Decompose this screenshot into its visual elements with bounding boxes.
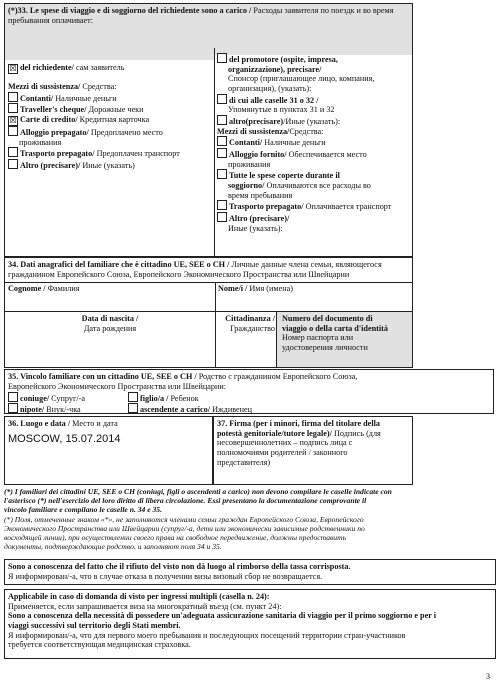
- section-35: [4, 369, 494, 414]
- multiple-entry-notice: [4, 589, 496, 659]
- section-37: [213, 416, 413, 485]
- right-lodging-cont: проживания: [228, 159, 271, 169]
- right-other-checkbox[interactable]: [217, 212, 227, 222]
- left-lodging-option: Alloggio prepagato/ Предоплачено место: [8, 126, 213, 138]
- left-other-checkbox[interactable]: [8, 159, 18, 169]
- right-cash-option: Contanti/ Наличные деньги: [217, 136, 411, 148]
- right-means-heading: Mezzi di sussistenza/Средства:: [217, 126, 324, 136]
- spouse-option: coniuge/ Супруг/-а: [8, 392, 85, 404]
- altro-checkbox[interactable]: [217, 115, 227, 125]
- left-cash-checkbox[interactable]: [8, 92, 18, 102]
- applicant-option: ☒ del richiedente/ сам заявитель: [9, 63, 125, 73]
- citizenship-label-text: Cittadinanza / Гражданство: [225, 314, 275, 333]
- section-36: [4, 416, 213, 485]
- cell31-checkbox[interactable]: [217, 94, 227, 104]
- promoter-option: del promotore (ospite, impresa,: [217, 53, 411, 65]
- promoter-ru-1: Спонсор (приглашающее лицо, компания,: [228, 74, 375, 84]
- left-means-heading: Mezzi di sussistenza/ Средства:: [8, 82, 117, 91]
- right-lodging-checkbox[interactable]: [217, 148, 227, 158]
- section-33-left-grey: [5, 48, 214, 60]
- ascendant-option: ascendente a carico/ Иждивенец: [128, 403, 252, 415]
- spouse-checkbox[interactable]: [8, 392, 18, 402]
- surname-label: Cognome / Фамилия: [8, 284, 80, 293]
- grandchild-option: nipote/ Внук/-чка: [8, 403, 81, 415]
- cell31-ru: Упомянутые в пунктах 31 и 32: [228, 105, 335, 115]
- section-34-title: 34. Dati anagrafici del familiare che è cittadino UE, SEE o CH / Личные данные члена семьи, являющегося гражданином Европейского Союза, Европейского Экономического Пространства или Швейцарии: [8, 260, 382, 279]
- given-names-label: Nome/i / Имя (имена): [218, 284, 293, 293]
- doc-number-label: Numero del documento di viaggio o della carta d'identità Номер паспорта или удостоверения личности: [282, 314, 388, 353]
- left-cash-option: Contanti/ Наличные деньги: [8, 92, 213, 104]
- page-number: 3: [486, 672, 490, 681]
- left-tcheque-checkbox[interactable]: [8, 103, 18, 113]
- section-34: [4, 257, 413, 368]
- multi-line-1: Applicabile in caso di domanda di visto per ingressi multipli (casella n. 24):: [8, 592, 270, 601]
- section-36-title: 36. Luogo e data / Место и дата: [8, 419, 118, 428]
- left-transport-option: Trasporto prepagato/ Предоплачен транспорт: [8, 147, 213, 159]
- section-35-title: 35. Vincolo familiare con un cittadino UE, SEE o CH / Родство с гражданином Европейского Союза, Европейского Экономического Пространства или Швейцарии:: [8, 372, 358, 391]
- section-37-title: 37. Firma (per i minori, firma del titolare della potestà genitoriale/tutore legale)/ Подпись (для несовершеннолетних – подпись лица с полномочиями родителей / законного представителя): [217, 419, 381, 467]
- section-33-right-column: del promotore (ospite, impresa, organizzazione), precisare/ Спонсор (приглашающее лицо, компания, организация), (указать): di cui alle caselle 31 o 32 / Упомянутые в пунктах 31 и 32 altro(precisare)/Иные (указать): Mezzi di sussistenza/Средства: Contanti/ Наличные деньги Alloggio fornito/ Обеспечивается место проживания Tutte le spese coperte durante il soggiorno/ Оплачиваются все расходы во время пребывания Trasporto prepagato/ Оплачивается транспорт Altro (precisare)/ Иные (указать):: [217, 53, 411, 233]
- child-checkbox[interactable]: [128, 392, 138, 402]
- section-33: [4, 3, 413, 257]
- allexp-option: Tutte le spese coperte durante il: [217, 169, 411, 181]
- right-lodging-option: Alloggio fornito/ Обеспечивается место: [217, 148, 411, 160]
- grandchild-checkbox[interactable]: [8, 403, 18, 413]
- left-card-option: ☒ Carte di credito/ Кредитная карточка: [9, 115, 150, 126]
- promoter-ru-2: организация), (указать):: [228, 84, 312, 94]
- refusal-ru: Я информирован/-а, что в случае отказа в получении визы визовый сбор не возвращается.: [8, 571, 323, 581]
- cell31-option: di cui alle caselle 31 o 32 /: [217, 94, 411, 106]
- multi-line-6: требуется соответствующая медицинская страховка.: [8, 640, 191, 650]
- altro-option: altro(precisare)/Иные (указать):: [217, 115, 411, 127]
- right-cash-checkbox[interactable]: [217, 136, 227, 146]
- right-other-option: Altro (precisare)/: [217, 212, 411, 224]
- child-option: figlio/a / Ребенок: [128, 392, 199, 404]
- section-33-header-it: (*)33. Le spese di viaggio e di soggiorno del richiedente sono a carico /: [8, 6, 252, 15]
- multi-line-3: Sono a conoscenza della necessità di possedere un'adeguata assicurazione sanitaria di viaggio per il primo soggiorno e per i: [8, 611, 437, 621]
- left-lodging-checkbox[interactable]: [8, 126, 18, 136]
- multi-line-4: viaggi successivi sul territorio degli Stati membri.: [8, 621, 181, 631]
- multi-line-5: Я информирован/-а, что для первого моего пребывания и последующих посещений территории стран-участников: [8, 630, 406, 640]
- left-transport-checkbox[interactable]: [8, 147, 18, 157]
- section-34-hline-1: [5, 282, 412, 283]
- dob-label: Data di nascita / Дата рождения: [81, 314, 139, 333]
- note-it: (*) I familiari dei cittadini UE, SEE o CH (coniugi, figli o ascendenti a carico) non devono compilare le caselle indicate con l'asterisco (*) nell'esercizio del loro diritto di libera circolazione. Essi presentano la documentazione comprovante il vincolo familiare e compilano le caselle n. 34 e 35.: [4, 487, 392, 514]
- right-transport-option: Trasporto prepagato/ Оплачивается транспорт: [217, 200, 411, 212]
- section-33-header: [8, 6, 410, 25]
- left-tcheque-option: Traveller's cheque/ Дорожные чеки: [8, 103, 213, 115]
- note-ru: (*) Поля, отмеченные знаком «*», не заполняются членами семьи граждан Европейского Союза, Европейского Экономического Пространства или Швейцарии (супруг/-а, дети или экономически зависимые родственники по восходящей линии), при осуществлении своего права на свободное передвижение, должны предоставить документы, подтверждающие родство, и заполняют поля 34 и 35.: [4, 514, 365, 551]
- refusal-it: Sono a conoscenza del fatto che il rifiuto del visto non dà luogo al rimborso della tassa corrisposta.: [8, 562, 351, 571]
- right-other-ru: Иные (указать):: [228, 223, 283, 233]
- notes-block: [4, 487, 496, 552]
- ascendant-checkbox[interactable]: [128, 403, 138, 413]
- section-33-left-column: [8, 63, 213, 171]
- allexp-ru-2: время пребывания: [228, 190, 293, 200]
- applicant-checkbox[interactable]: ☒: [9, 64, 17, 73]
- left-lodging-cont: проживания: [19, 137, 62, 147]
- allexp-checkbox[interactable]: [217, 169, 227, 179]
- place-date-value[interactable]: MOSCOW, 15.07.2014: [8, 433, 121, 445]
- multi-line-2: Применяется, если запрашивается виза на многократный въезд (см. пункт 24):: [8, 601, 282, 611]
- left-card-checkbox[interactable]: ☒: [9, 116, 17, 126]
- promoter-checkbox[interactable]: [217, 53, 227, 63]
- right-transport-checkbox[interactable]: [217, 200, 227, 210]
- refusal-notice: [4, 559, 496, 585]
- section-33-divider: [214, 48, 215, 257]
- section-33-header-ru: Расходы заявителя по поездк и во время пребывания оплачивает:: [8, 6, 394, 25]
- left-other-option: Altro (precisare)/ Иные (указать): [8, 159, 213, 171]
